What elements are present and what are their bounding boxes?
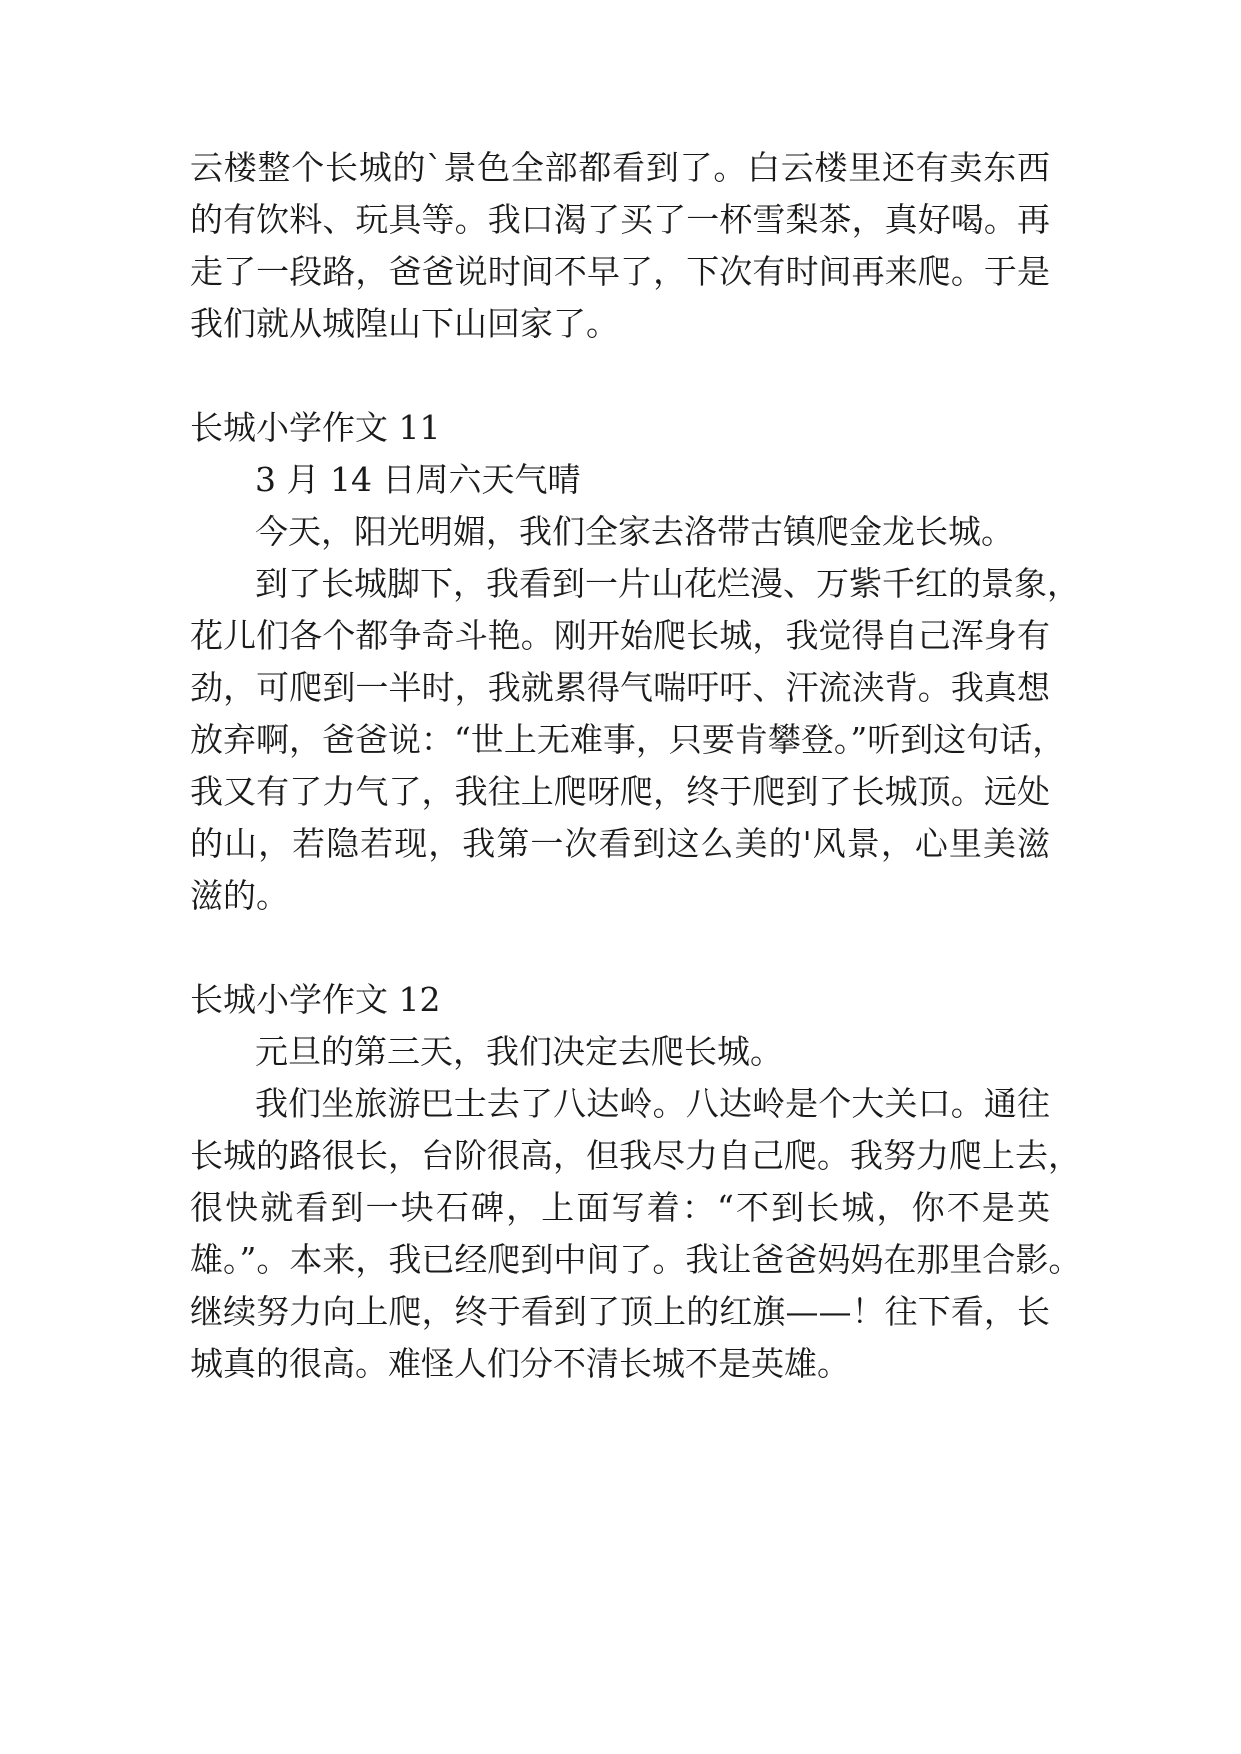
paragraph-line: 到了长城脚下，我看到一片山花烂漫、万紫千红的景象， [255, 564, 1080, 603]
paragraph-line: 放弃啊，爸爸说：“世上无难事，只要肯攀登。”听到这句话， [190, 720, 1066, 759]
essay-date: 3 月 14 日周六天气晴 [255, 460, 581, 499]
text-line: 我们就从城隍山下山回家了。 [190, 304, 619, 343]
text-line: 的有饮料、玩具等。我口渴了买了一杯雪梨茶，真好喝。再 [190, 200, 1050, 239]
paragraph-line: 长城的路很长，台阶很高，但我尽力自己爬。我努力爬上去， [190, 1136, 1081, 1175]
paragraph-line: 劲，可爬到一半时，我就累得气喘吁吁、汗流浃背。我真想 [190, 668, 1050, 707]
paragraph-line: 我又有了力气了，我往上爬呀爬，终于爬到了长城顶。远处 [190, 772, 1050, 811]
essay-title: 长城小学作文 12 [190, 980, 441, 1019]
paragraph-line: 花儿们各个都争奇斗艳。刚开始爬长城，我觉得自己浑身有 [190, 616, 1050, 655]
paragraph-line: 城真的很高。难怪人们分不清长城不是英雄。 [190, 1344, 850, 1383]
essay-title: 长城小学作文 11 [190, 408, 441, 447]
paragraph-line: 我们坐旅游巴士去了八达岭。八达岭是个大关口。通往 [255, 1084, 1050, 1123]
paragraph-line: 很快就看到一块石碑，上面写着：“不到长城，你不是英 [190, 1188, 1050, 1227]
paragraph-line: 元旦的第三天，我们决定去爬长城。 [255, 1032, 783, 1071]
paragraph-line: 雄。”。本来，我已经爬到中间了。我让爸爸妈妈在那里合影。 [190, 1240, 1082, 1279]
paragraph-line: 滋的。 [190, 876, 289, 915]
paragraph-line: 继续努力向上爬，终于看到了顶上的红旗——！往下看，长 [190, 1292, 1050, 1331]
paragraph-line: 的山，若隐若现，我第一次看到这么美的'风景，心里美滋 [190, 824, 1050, 863]
paragraph-line: 今天，阳光明媚，我们全家去洛带古镇爬金龙长城。 [255, 512, 1014, 551]
text-line: 走了一段路，爸爸说时间不早了，下次有时间再来爬。于是 [190, 252, 1050, 291]
text-line: 云楼整个长城的`景色全部都看到了。白云楼里还有卖东西 [190, 148, 1050, 187]
